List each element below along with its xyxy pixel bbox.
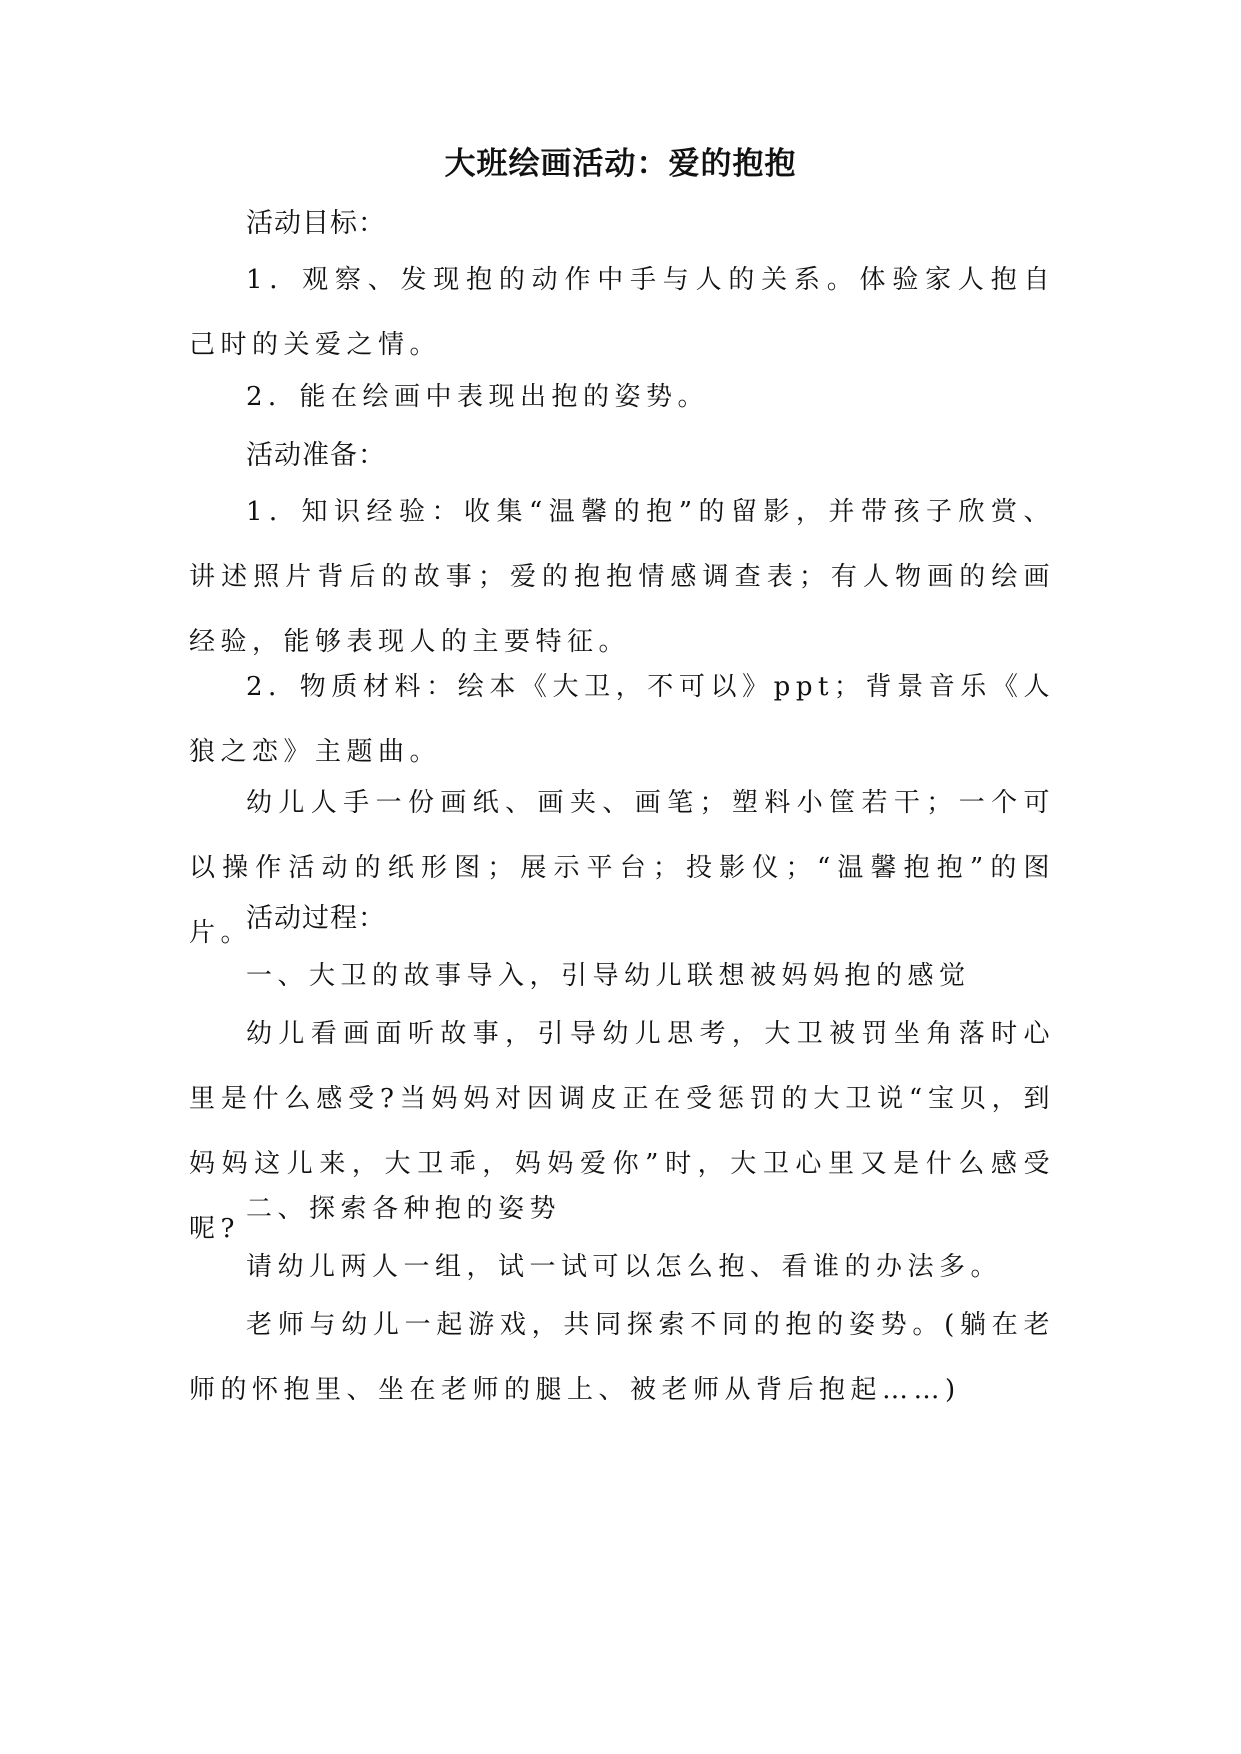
paragraph-process-3: 二、探索各种抱的姿势 — [246, 1194, 562, 1224]
paragraph-preparation-3: 幼儿人手一份画纸、画夹、画笔；塑料小筐若干；一个可以操作活动的纸形图；展示平台；投影仪；“温馨抱抱”的图片。 — [189, 788, 1055, 948]
paragraph-goal-2: 2．能在绘画中表现出抱的姿势。 — [246, 382, 710, 412]
paragraph-goal-1: 1．观察、发现抱的动作中手与人的关系。体验家人抱自己时的关爱之情。 — [189, 265, 1055, 360]
document-title: 大班绘画活动：爱的抱抱 — [444, 146, 797, 182]
paragraph-process-2: 幼儿看画面听故事，引导幼儿思考，大卫被罚坐角落时心里是什么感受?当妈妈对因调皮正在受惩罚的大卫说“宝贝，到妈妈这儿来，大卫乖，妈妈爱你”时，大卫心里又是什么感受呢? — [189, 1019, 1055, 1244]
paragraph-preparation-1: 1．知识经验：收集“温馨的抱”的留影，并带孩子欣赏、讲述照片背后的故事；爱的抱抱情感调查表；有人物画的绘画经验，能够表现人的主要特征。 — [189, 497, 1055, 657]
section-heading-goals: 活动目标： — [246, 208, 386, 239]
paragraph-process-1: 一、大卫的故事导入，引导幼儿联想被妈妈抱的感觉 — [246, 961, 971, 991]
paragraph-preparation-2: 2．物质材料：绘本《大卫，不可以》ppt；背景音乐《人狼之恋》主题曲。 — [189, 672, 1055, 767]
section-heading-preparation: 活动准备： — [246, 440, 386, 471]
paragraph-process-4: 请幼儿两人一组，试一试可以怎么抱、看谁的办法多。 — [246, 1252, 1003, 1282]
section-heading-process: 活动过程： — [246, 903, 386, 934]
paragraph-process-5: 老师与幼儿一起游戏，共同探索不同的抱的姿势。(躺在老师的怀抱里、坐在老师的腿上、被老师从背后抱起……) — [189, 1310, 1055, 1405]
